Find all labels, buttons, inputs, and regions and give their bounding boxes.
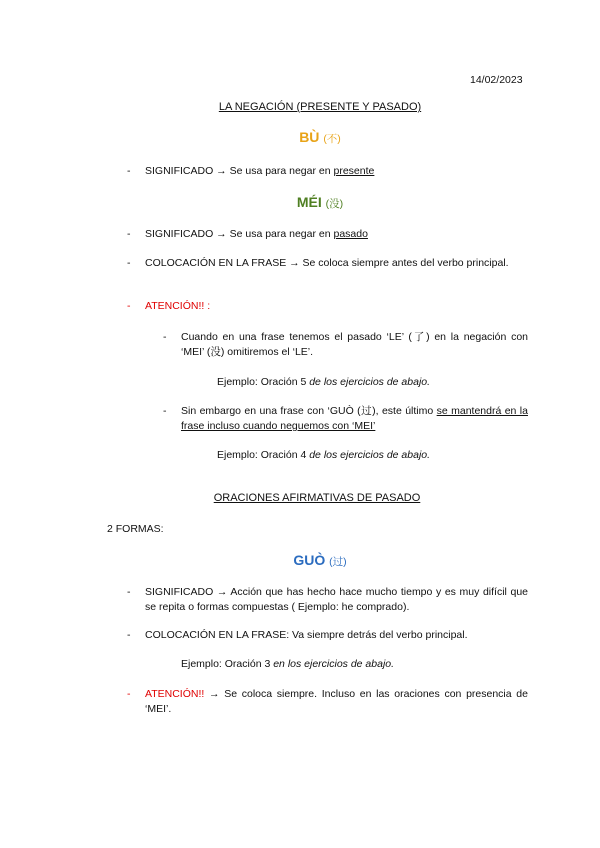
example-line xyxy=(217,375,430,390)
mei-colocacion: COLOCACIÓN EN LA FRASE → Se coloca siempre antes del verbo principal. xyxy=(145,257,509,269)
mei-hanzi: (没) xyxy=(325,198,344,210)
bu-meaning xyxy=(145,164,528,179)
example-italic: en los ejercicios de abajo. xyxy=(273,658,395,670)
document-date: 14/02/2023 xyxy=(470,74,523,86)
example-text: Ejemplo: Oración 4 xyxy=(217,449,310,461)
mei-meaning xyxy=(145,227,528,242)
bullet-dash: - xyxy=(127,629,131,641)
bullet-dash: - xyxy=(127,300,131,312)
formas-label: 2 FORMAS: xyxy=(107,523,164,535)
bullet-dash: - xyxy=(127,688,131,700)
bu-meaning-text: SIGNIFICADO → Se usa para negar en xyxy=(145,165,334,177)
guo-pinyin: GUÒ xyxy=(293,552,326,568)
example-text: Ejemplo: Oración 5 xyxy=(217,376,310,388)
example-italic: de los ejercicios de abajo. xyxy=(309,449,431,461)
bu-heading xyxy=(0,129,600,146)
guo-atencion-label: ATENCIÓN!! xyxy=(145,688,205,700)
section-title: ORACIONES AFIRMATIVAS DE PASADO xyxy=(213,492,421,504)
sub-point-guo-text: Sin embargo en una frase con ‘GUÒ (过), este último xyxy=(181,405,437,417)
guo-meaning: SIGNIFICADO → Acción que has hecho hace mucho tiempo y es muy difícil que se repita o formas compuestas ( Ejemplo: he comprado). xyxy=(145,586,528,613)
example-text: Ejemplo: Oración 3 xyxy=(181,658,274,670)
example-italic: de los ejercicios de abajo. xyxy=(309,376,431,388)
example-line xyxy=(181,657,394,672)
mei-meaning-text: SIGNIFICADO → Se usa para negar en xyxy=(145,228,334,240)
bullet-dash: - xyxy=(127,257,131,269)
bu-meaning-underlined: presente xyxy=(333,165,375,177)
bullet-dash: - xyxy=(127,165,131,177)
bullet-dash: - xyxy=(127,228,131,240)
bu-pinyin: BÙ xyxy=(299,129,320,145)
guo-hanzi: (过) xyxy=(329,556,347,568)
bullet-dash: - xyxy=(163,331,167,343)
sub-point-le: Cuando en una frase tenemos el pasado ‘LE’ (了) en la negación con ‘MEI’ (没) omitiremos el ‘LE’. xyxy=(181,331,528,358)
bu-hanzi: (不) xyxy=(323,133,341,145)
mei-heading xyxy=(0,194,600,211)
example-line xyxy=(217,448,430,463)
sub-point-guo xyxy=(181,404,528,434)
guo-heading xyxy=(0,552,600,569)
guo-atencion-text: → Se coloca siempre. Incluso en las oraciones con presencia de ‘MEI’. xyxy=(145,688,528,715)
sub-point-guo-underlined: se mantendrá en la frase incluso cuando neguemos con ‘MEI’ xyxy=(181,405,528,432)
bullet-dash: - xyxy=(127,586,131,598)
page-title: LA NEGACIÓN (PRESENTE Y PASADO) xyxy=(218,101,422,113)
atencion-label: ATENCIÓN!! : xyxy=(145,300,211,312)
mei-meaning-underlined: pasado xyxy=(333,228,368,240)
mei-pinyin: MÉI xyxy=(296,194,322,210)
bullet-dash: - xyxy=(163,405,167,417)
guo-atencion xyxy=(145,687,528,717)
guo-colocacion: COLOCACIÓN EN LA FRASE: Va siempre detrás del verbo principal. xyxy=(145,629,468,641)
